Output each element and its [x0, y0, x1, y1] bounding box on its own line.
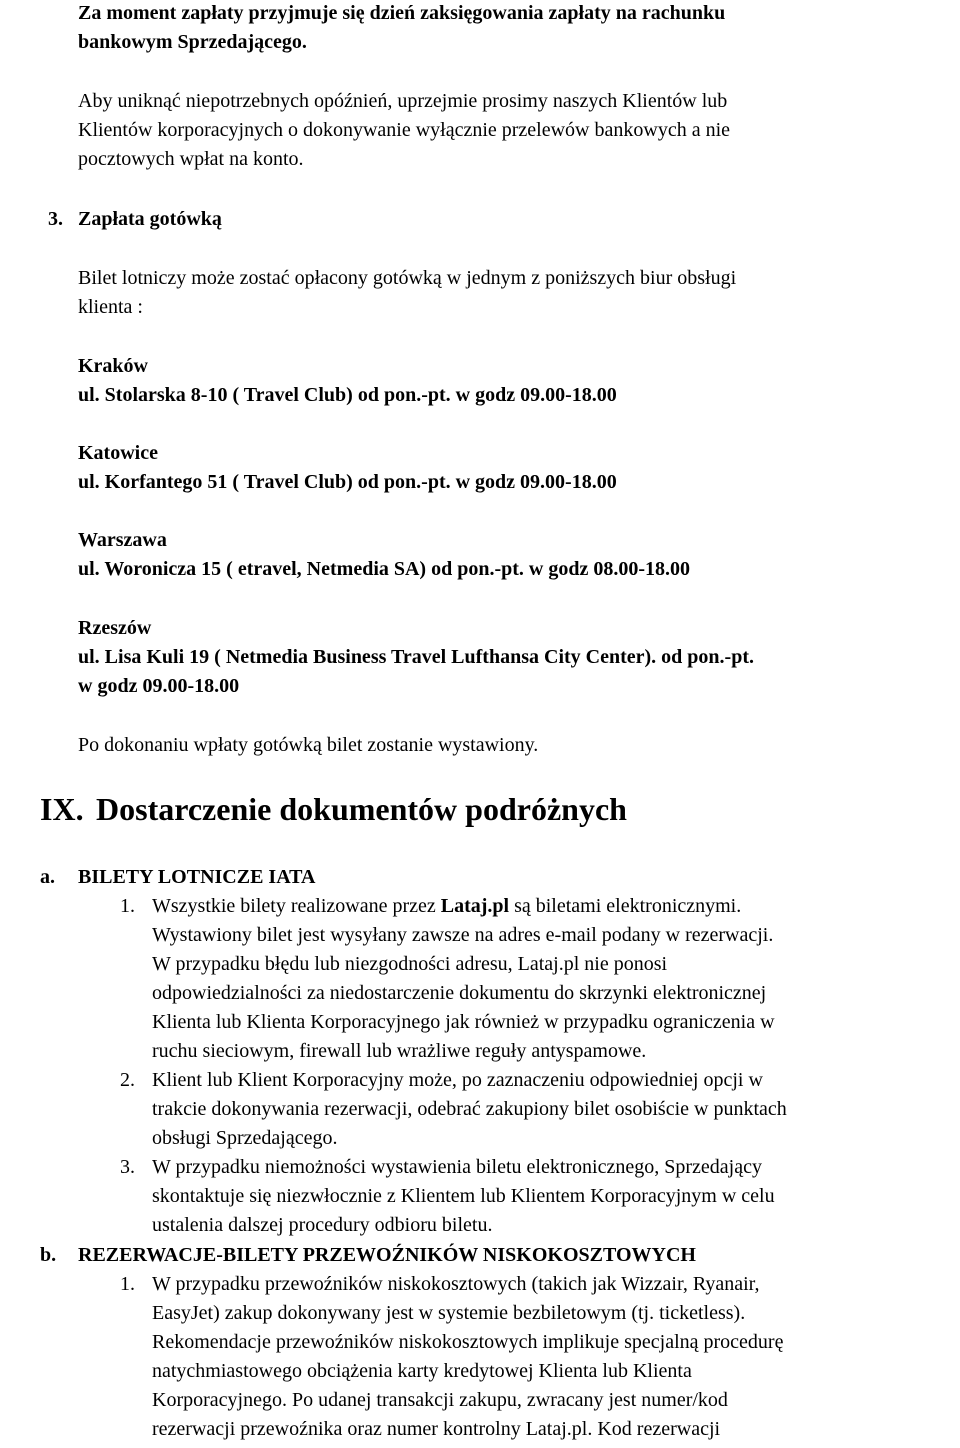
section-3-title: Zapłata gotówką [78, 208, 222, 230]
section-b-label: b. [40, 1244, 57, 1266]
list-item-line: W przypadku przewoźników niskokosztowych (takich jak Wizzair, Ryanair, [152, 1273, 760, 1295]
intro-paragraph-line-1: Aby uniknąć niepotrzebnych opóźnień, uprzejmie prosimy naszych Klientów lub [78, 90, 728, 112]
list-item-number: 1. [120, 1273, 135, 1295]
chapter-title: Dostarczenie dokumentów podróżnych [96, 791, 627, 827]
brand-name: Lataj.pl [440, 895, 510, 917]
list-item-line: W przypadku niemożności wystawienia biletu elektronicznego, Sprzedający [152, 1156, 762, 1178]
list-item-line: W przypadku błędu lub niezgodności adresu, Lataj.pl nie ponosi [152, 953, 668, 975]
section-3-desc-line-2: klienta : [78, 296, 143, 318]
list-item-line: Klienta lub Klienta Korporacyjnego jak również w przypadku ograniczenia w [152, 1011, 775, 1033]
section-3-closing: Po dokonaniu wpłaty gotówką bilet zostanie wystawiony. [78, 734, 539, 756]
chapter-number: IX. [40, 791, 84, 827]
office-city: Warszawa [78, 529, 167, 551]
section-a-label: a. [40, 866, 55, 888]
office-address: ul. Stolarska 8-10 ( Travel Club) od pon.-pt. w godz 09.00-18.00 [78, 384, 617, 406]
list-item-line: Wszystkie bilety realizowane przez Lataj.pl są biletami elektronicznymi. [152, 895, 742, 917]
office-address: ul. Lisa Kuli 19 ( Netmedia Business Travel Lufthansa City Center). od pon.-pt. [78, 646, 754, 668]
intro-paragraph-line-3: pocztowych wpłat na konto. [78, 148, 304, 170]
list-item-number: 1. [120, 895, 135, 917]
office-city: Rzeszów [78, 617, 152, 639]
list-item-line: ruchu sieciowym, firewall lub wrażliwe reguły antyspamowe. [152, 1040, 647, 1062]
list-item-line: EasyJet) zakup dokonywany jest w systemie bezbiletowym (tj. ticketless). [152, 1302, 746, 1324]
office-city: Kraków [78, 355, 148, 377]
list-item-line: Rekomendacje przewoźników niskokosztowych implikuje specjalną procedurę [152, 1331, 784, 1353]
list-item-line: rezerwacji przewoźnika oraz numer kontrolny Lataj.pl. Kod rezerwacji [152, 1418, 721, 1440]
list-item-line: obsługi Sprzedającego. [152, 1127, 338, 1149]
section-3-number: 3. [48, 208, 63, 230]
list-item-line: Korporacyjnego. Po udanej transakcji zakupu, zwracany jest numer/kod [152, 1389, 728, 1411]
list-item-number: 2. [120, 1069, 135, 1091]
office-address: ul. Korfantego 51 ( Travel Club) od pon.-pt. w godz 09.00-18.00 [78, 471, 617, 493]
intro-paragraph-line-2: Klientów korporacyjnych o dokonywanie wyłącznie przelewów bankowych a nie [78, 119, 731, 141]
list-item-line: Klient lub Klient Korporacyjny może, po zaznaczeniu odpowiedniej opcji w [152, 1069, 763, 1091]
section-3-desc-line-1: Bilet lotniczy może zostać opłacony gotówką w jednym z poniższych biur obsługi [78, 267, 737, 289]
intro-line-1: Za moment zapłaty przyjmuje się dzień zaksięgowania zapłaty na rachunku [78, 2, 726, 24]
list-item-line: skontaktuje się niezwłocznie z Klientem lub Klientem Korporacyjnym w celu [152, 1185, 775, 1207]
office-address: ul. Woronicza 15 ( etravel, Netmedia SA) od pon.-pt. w godz 08.00-18.00 [78, 558, 691, 580]
office-address-continued: w godz 09.00-18.00 [78, 675, 240, 697]
list-item-number: 3. [120, 1156, 135, 1178]
section-a-title: BILETY LOTNICZE IATA [78, 866, 316, 888]
list-item-line: natychmiastowego obciążenia karty kredytowej Klienta lub Klienta [152, 1360, 692, 1382]
list-item-line: Wystawiony bilet jest wysyłany zawsze na adres e-mail podany w rezerwacji. [152, 924, 774, 946]
list-item-line: odpowiedzialności za niedostarczenie dokumentu do skrzynki elektronicznej [152, 982, 767, 1004]
list-item-line: ustalenia dalszej procedury odbioru biletu. [152, 1214, 493, 1236]
list-item-line: trakcie dokonywania rezerwacji, odebrać zakupiony bilet osobiście w punktach [152, 1098, 787, 1120]
office-city: Katowice [78, 442, 158, 464]
section-b-title: REZERWACJE-BILETY PRZEWOŹNIKÓW NISKOKOSZTOWYCH [78, 1244, 696, 1266]
intro-line-2: bankowym Sprzedającego. [78, 31, 307, 53]
